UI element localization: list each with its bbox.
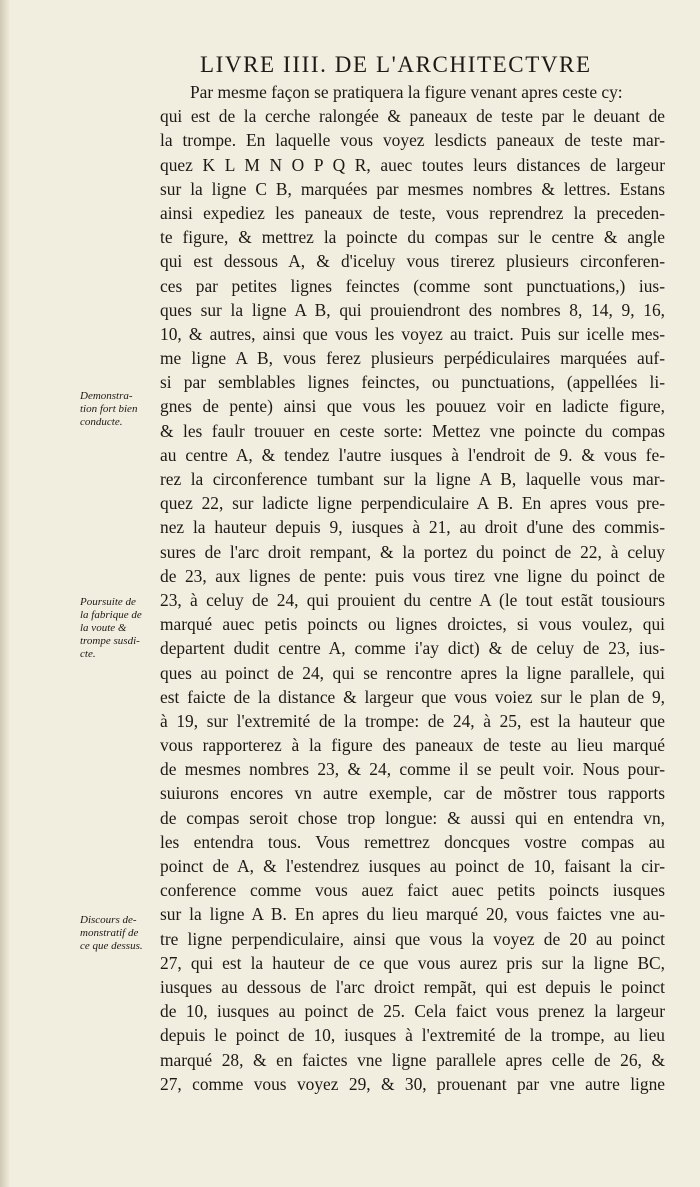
margin-note-demonstration [80, 390, 158, 429]
text-line: ques sur la ligne A B, qui prouiendront des nombres 8, 14, 9, 16, [160, 299, 665, 320]
text-line: au centre A, & tendez l'autre iusques à l'endroit de 9. & vous fe- [160, 444, 665, 465]
margin-note-line: ce que dessus. [80, 940, 143, 952]
text-line: quez K L M N O P Q R, auec toutes leurs distances de largeur [160, 154, 665, 175]
margin-note-line: Poursuite de [80, 596, 136, 608]
text-line: suiurons encores vn autre exemple, car de mõstrer tous rapports [160, 783, 665, 804]
text-line: est faicte de la distance & largeur que vous voiez sur le plan de 9, [160, 686, 665, 707]
text-line: les entendra tous. Vous remettrez doncques vostre compas au [160, 831, 665, 852]
text-line: 10, & autres, ainsi que vous les voyez au traict. Puis sur icelle mes- [160, 323, 665, 344]
page-edge [0, 0, 10, 1187]
text-line: marqué 28, & en faictes vne ligne parallele apres celle de 26, & [160, 1049, 665, 1070]
text-line: de 23, aux lignes de pente: puis vous tirez vne ligne du poinct de [160, 565, 665, 586]
text-line: me ligne A B, vous ferez plusieurs perpédiculaires marquées auf- [160, 348, 665, 369]
text-line: & les faulr trouuer en ceste sorte: Mettez vne poincte du compas [160, 420, 665, 441]
text-line: de 10, iusques au poinct de 25. Cela faict vous prenez la largeur [160, 1001, 665, 1022]
margin-note-line: Demonstra- [80, 390, 133, 402]
text-line: departent dudit centre A, comme i'ay dict) & de celuy de 23, ius- [160, 638, 665, 659]
margin-note-line: la fabrique de [80, 609, 142, 621]
text-line: gnes de pente) ainsi que vous les pouuez voir en ladicte figure, [160, 396, 665, 417]
text-line: marqué auec petis poincts ou lignes droictes, si vous voulez, qui [160, 614, 665, 635]
text-line: nez la hauteur depuis 9, iusques à 21, au droit d'une des commis- [160, 517, 665, 538]
text-line: à 19, sur l'extremité de la trompe: de 24, à 25, est la hauteur que [160, 710, 665, 731]
text-line: sur la ligne C B, marquées par mesmes nombres & lettres. Estans [160, 178, 665, 199]
text-line: 23, à celuy de 24, qui prouient du centre A (le tout estãt tousiours [160, 589, 665, 610]
text-line: de mesmes nombres 23, & 24, comme il se peult voir. Nous pour- [160, 759, 665, 780]
text-line: quez 22, sur ladicte ligne perpendiculaire A B. En apres vous pre- [160, 493, 665, 514]
text-line: tre ligne perpendiculaire, ainsi que vous la voyez de 20 au poinct [160, 928, 665, 949]
margin-note-line: cte. [80, 648, 96, 660]
text-line: ces par petites lignes feinctes (comme sont punctuations,) ius- [160, 275, 665, 296]
text-line: Par mesme façon se pratiquera la figure venant apres ceste cy: [190, 82, 623, 102]
text-line: qui est dessous A, & d'iceluy vous tirerez plusieurs circonferen- [160, 251, 665, 272]
text-line: conference comme vous auez faict auec petits poincts iusques [160, 880, 665, 901]
text-line: sur la ligne A B. En apres du lieu marqué 20, vous faictes vne au- [160, 904, 665, 925]
text-line: la trompe. En laquelle vous voyez lesdicts paneaux de teste mar- [160, 130, 665, 151]
margin-note-line: trompe susdi- [80, 635, 140, 647]
text-line: de compas seroit chose trop longue: & aussi qui en entendra vn, [160, 807, 665, 828]
text-line: depuis le poinct de 10, iusques à l'extremité de la trompe, au lieu [160, 1025, 665, 1046]
text-line: ainsi expediez les paneaux de teste, vous reprendrez la preceden- [160, 202, 665, 223]
running-header: LIVRE IIII. DE L'ARCHITECTVRE [200, 52, 592, 77]
margin-note-line: monstratif de [80, 927, 139, 939]
text-line: vous rapporterez à la figure des paneaux de teste au lieu marqué [160, 735, 665, 756]
text-line: 27, qui est la hauteur de ce que vous aurez pris sur la ligne BC, [160, 952, 665, 973]
text-line: 27, comme vous voyez 29, & 30, prouenant par vne autre ligne [160, 1073, 665, 1094]
text-line: iusques au dessous de l'arc droict rempãt, qui est depuis le poinct [160, 976, 665, 997]
text-line: ques au poinct de 24, qui se rencontre apres la ligne parallele, qui [160, 662, 665, 683]
text-line: poinct de A, & l'estendrez iusques au poinct de 10, faisant la cir- [160, 856, 665, 876]
main-text-column [160, 80, 665, 1096]
text-line: qui est de la cerche ralongée & paneaux de teste par le deuant de [160, 106, 665, 127]
margin-note-line: conducte. [80, 416, 123, 428]
margin-note-line: tion fort bien [80, 403, 138, 415]
text-line: rez la circonference tumbant sur la ligne A B, laquelle vous mar- [160, 469, 665, 489]
text-line: si par semblables lignes feinctes, ou punctuations, (appellées li- [160, 372, 665, 393]
margin-note-line: Discours de- [80, 914, 137, 926]
margin-note-poursuite [80, 596, 158, 661]
text-line: te figure, & mettrez la poincte du compas sur le centre & angle [160, 227, 665, 248]
margin-note-discours [80, 914, 158, 953]
text-line: sures de l'arc droit rempant, & la portez du poinct de 22, à celuy [160, 541, 665, 562]
margin-note-line: la voute & [80, 622, 127, 634]
